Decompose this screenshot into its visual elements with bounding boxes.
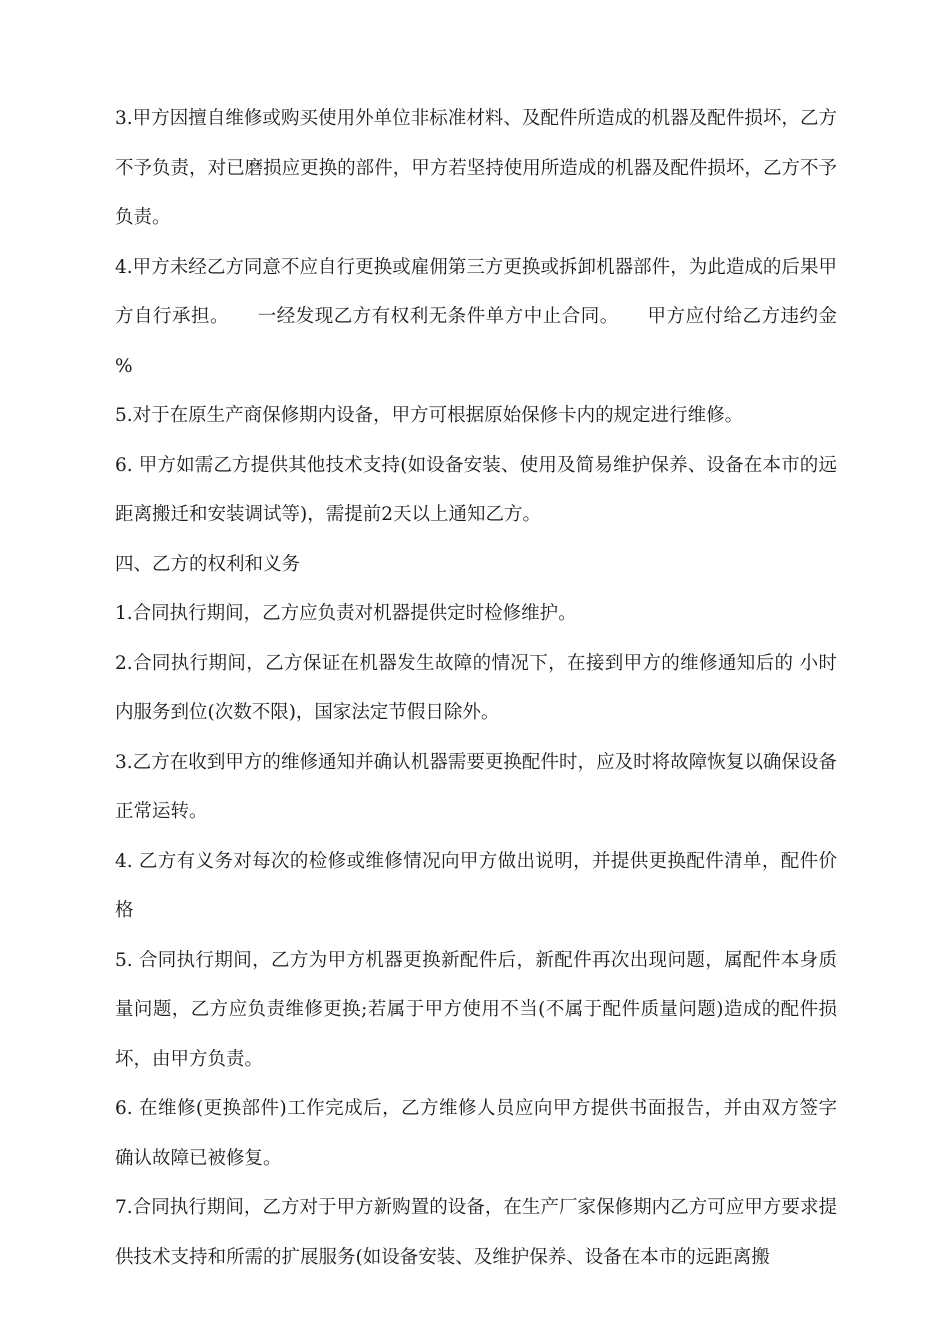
clause-5-warranty-repair: 5.对于在原生产商保修期内设备，甲方可根据原始保修卡内的规定进行维修。 <box>115 405 744 426</box>
document-body <box>115 94 843 1282</box>
clause-b7-extended-service: 7.合同执行期间，乙方对于甲方新购置的设备，在生产厂家保修期内乙方可应甲方要求提供技术支持和所需的扩展服务(如设备安装、及维护保养、设备在本市的远距离搬 <box>115 1197 837 1268</box>
clause-b3-parts-replacement: 3.乙方在收到甲方的维修通知并确认机器需要更换配件时，应及时将故障恢复以确保设备正常运转。 <box>115 751 837 822</box>
clause-4-unauthorized-replacement: 4.甲方未经乙方同意不应自行更换或雇佣第三方更换或拆卸机器部件，为此造成的后果甲方自行承担。 一经发现乙方有权利无条件单方中止合同。 甲方应付给乙方违约金 % <box>115 256 843 377</box>
section-heading-party-b-rights: 四、乙方的权利和义务 <box>115 553 301 575</box>
clause-b4-repair-report: 4. 乙方有义务对每次的检修或维修情况向甲方做出说明，并提供更换配件清单，配件价格 <box>115 850 837 921</box>
clause-b5-new-parts-quality: 5. 合同执行期间，乙方为甲方机器更换新配件后，新配件再次出现问题，属配件本身质量问题，乙方应负责维修更换;若属于甲方使用不当(不属于配件质量问题)造成的配件损坏，由甲方负责。 <box>115 949 837 1070</box>
clause-3-unauthorized-repair: 3.甲方因擅自维修或购买使用外单位非标准材料、及配件所造成的机器及配件损坏，乙方不予负责，对已磨损应更换的部件，甲方若坚持使用所造成的机器及配件损坏，乙方不予负责。 <box>115 108 837 228</box>
clause-b6-written-report: 6. 在维修(更换部件)工作完成后，乙方维修人员应向甲方提供书面报告，并由双方签字确认故障已被修复。 <box>115 1098 837 1169</box>
clause-6-technical-support: 6. 甲方如需乙方提供其他技术支持(如设备安装、使用及简易维护保养、设备在本市的远距离搬迁和安装调试等)，需提前2天以上通知乙方。 <box>115 454 837 525</box>
clause-b2-response-time: 2.合同执行期间，乙方保证在机器发生故障的情况下，在接到甲方的维修通知后的 小时内服务到位(次数不限)，国家法定节假日除外。 <box>115 652 837 723</box>
clause-b1-maintenance: 1.合同执行期间，乙方应负责对机器提供定时检修维护。 <box>115 603 577 624</box>
